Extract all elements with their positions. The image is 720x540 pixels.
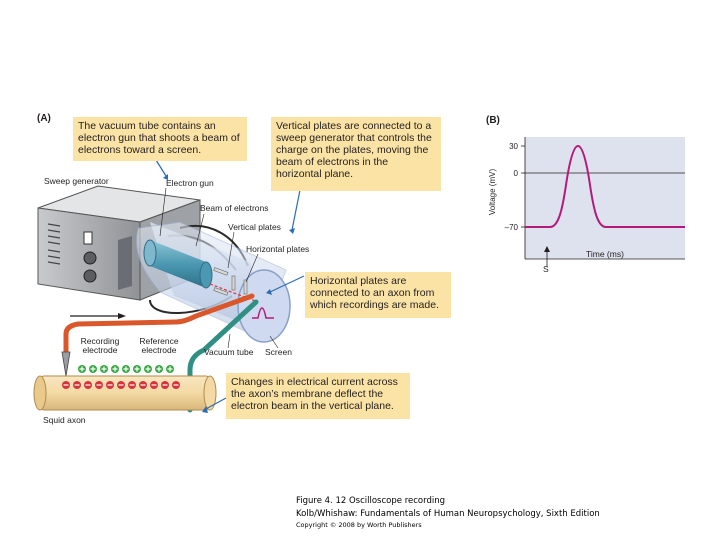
label-horizontal-plates: Horizontal plates xyxy=(246,244,310,254)
label-reference-electrode xyxy=(136,337,182,355)
label-screen: Screen xyxy=(265,347,292,357)
label-sweep-generator: Sweep generator xyxy=(44,176,109,186)
y-tick-label-0: 0 xyxy=(513,169,518,178)
y-tick-label-30: 30 xyxy=(509,142,518,151)
panel-a-label: (A) xyxy=(37,113,51,124)
callout-current: Changes in electrical current across the axon’s membrane deflect the electron beam in the vertical plane. xyxy=(226,373,410,419)
callout-vacuum-tube: The vacuum tube contains an electron gun that shoots a beam of electrons toward a screen. xyxy=(73,117,247,161)
label-squid-axon: Squid axon xyxy=(43,415,86,425)
label-recording-electrode-line1: Recording xyxy=(80,336,120,346)
plot-background xyxy=(525,137,685,259)
label-reference-electrode-line1: Reference xyxy=(139,336,179,346)
label-electron-gun: Electron gun xyxy=(166,178,214,188)
label-vertical-plates: Vertical plates xyxy=(228,222,281,232)
label-recording-electrode xyxy=(78,337,122,355)
x-axis-title: Time (ms) xyxy=(586,249,624,259)
stimulus-marker-label: S xyxy=(543,264,549,274)
label-vacuum-tube: Vacuum tube xyxy=(204,347,254,357)
label-reference-electrode-line2: electrode xyxy=(141,345,177,355)
label-recording-electrode-line2: electrode xyxy=(82,345,118,355)
caption-figure-title: Figure 4. 12 Oscilloscope recording xyxy=(296,496,445,506)
y-axis-title: Voltage (mV) xyxy=(488,168,497,216)
y-tick-label-neg70: –70 xyxy=(504,223,518,232)
caption-copyright: Copyright © 2008 by Worth Publishers xyxy=(296,521,422,529)
callout-vertical-plates: Vertical plates are connected to a sweep generator that controls the charge on the plates, moving the beam of electrons in the horizontal plane. xyxy=(271,117,441,191)
caption-book-title: Kolb/Whishaw: Fundamentals of Human Neuropsychology, Sixth Edition xyxy=(296,509,600,519)
callout-horizontal-plates: Horizontal plates are connected to an axon from which recordings are made. xyxy=(305,272,451,318)
panel-b-label: (B) xyxy=(486,115,500,126)
label-beam-of-electrons: Beam of electrons xyxy=(200,203,269,213)
squid-axon xyxy=(34,376,216,410)
